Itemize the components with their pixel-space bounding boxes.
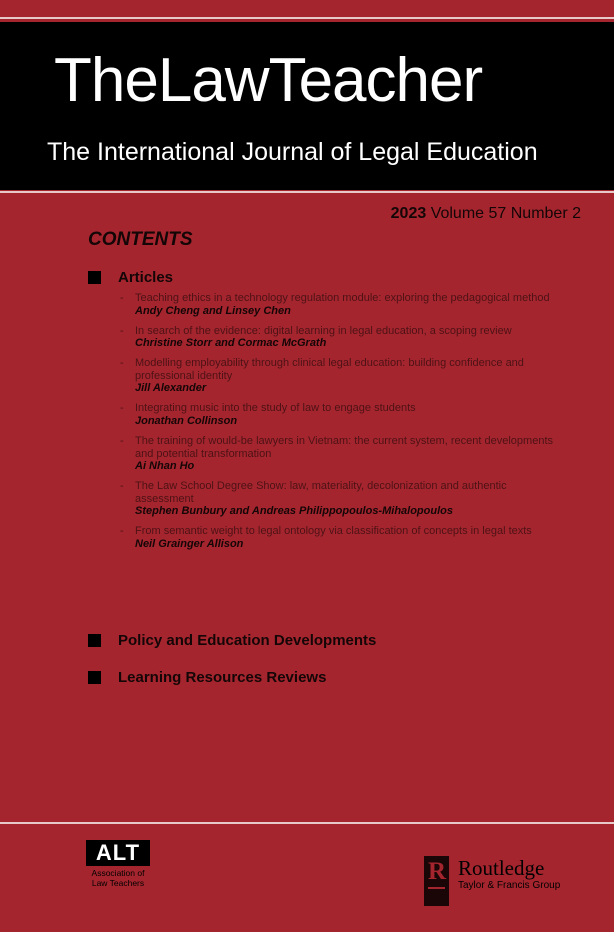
bottom-divider (0, 822, 614, 824)
article-authors: Ai Nhan Ho (135, 460, 195, 473)
article-title: Teaching ethics in a technology regulation module: exploring the pedagogical method (135, 292, 550, 304)
article-item (120, 292, 560, 318)
article-title: From semantic weight to legal ontology via classification of concepts in legal texts (135, 525, 532, 538)
article-title: In search of the evidence: digital learning in legal education, a scoping review (135, 324, 512, 337)
publisher-logo (424, 856, 560, 906)
section-articles (88, 269, 173, 286)
issue-volume: Volume 57 Number 2 (430, 205, 581, 222)
dash-bullet: - (120, 402, 124, 415)
journal-subtitle: The International Journal of Legal Education (47, 138, 538, 166)
article-authors: Stephen Bunbury and Andreas Philippopoulos-Mihalopoulos (135, 505, 453, 518)
article-authors: Neil Grainger Allison (135, 537, 244, 550)
article-authors: Jonathan Collinson (135, 414, 238, 427)
alt-logo-line1: Association of (91, 868, 145, 878)
top-divider (0, 17, 614, 19)
square-bullet-icon (88, 671, 101, 684)
dash-bullet: - (120, 292, 124, 304)
alt-logo-line2: Law Teachers (91, 877, 145, 888)
section-policy (88, 632, 376, 649)
article-item (120, 435, 560, 473)
publisher-text (458, 856, 560, 892)
dash-bullet: - (120, 480, 124, 493)
routledge-r-icon: R (424, 856, 449, 906)
article-title: Modelling employability through clinical legal education: building confidence and professional identity (135, 357, 524, 382)
article-title: The Law School Degree Show: law, materiality, decolonization and authentic assessment (135, 480, 507, 505)
article-item (120, 525, 560, 551)
contents-heading: CONTENTS (88, 229, 193, 250)
alt-logo (86, 840, 150, 888)
alt-logo-mark: ALT (86, 840, 150, 866)
article-list (120, 292, 560, 558)
masthead-divider (0, 191, 614, 193)
article-title: Integrating music into the study of law to engage students (135, 402, 416, 415)
dash-bullet: - (120, 357, 124, 370)
section-reviews (88, 669, 326, 686)
square-bullet-icon (88, 634, 101, 647)
dash-bullet: - (120, 324, 124, 337)
publisher-name: Routledge (458, 856, 545, 880)
article-authors: Jill Alexander (135, 382, 207, 395)
article-authors: Christine Storr and Cormac McGrath (135, 337, 327, 350)
masthead (0, 22, 614, 190)
section-label: Articles (118, 269, 174, 286)
article-item (120, 325, 560, 351)
issue-info (391, 205, 581, 223)
article-title: The training of would-be lawyers in Vietnam: the current system, recent developments and potential transformation (135, 434, 553, 460)
square-bullet-icon (88, 271, 101, 284)
issue-year: 2023 (390, 205, 427, 222)
dash-bullet: - (120, 434, 124, 447)
publisher-group: Taylor & Francis Group (458, 880, 561, 891)
article-item (120, 480, 560, 518)
section-label: Learning Resources Reviews (118, 669, 327, 686)
article-item (120, 357, 560, 395)
article-authors: Andy Cheng and Linsey Chen (135, 304, 291, 317)
alt-logo-text (86, 869, 150, 888)
section-label: Policy and Education Developments (118, 632, 377, 649)
journal-title: TheLawTeacher (54, 46, 483, 115)
dash-bullet: - (120, 525, 124, 538)
article-item (120, 402, 560, 428)
